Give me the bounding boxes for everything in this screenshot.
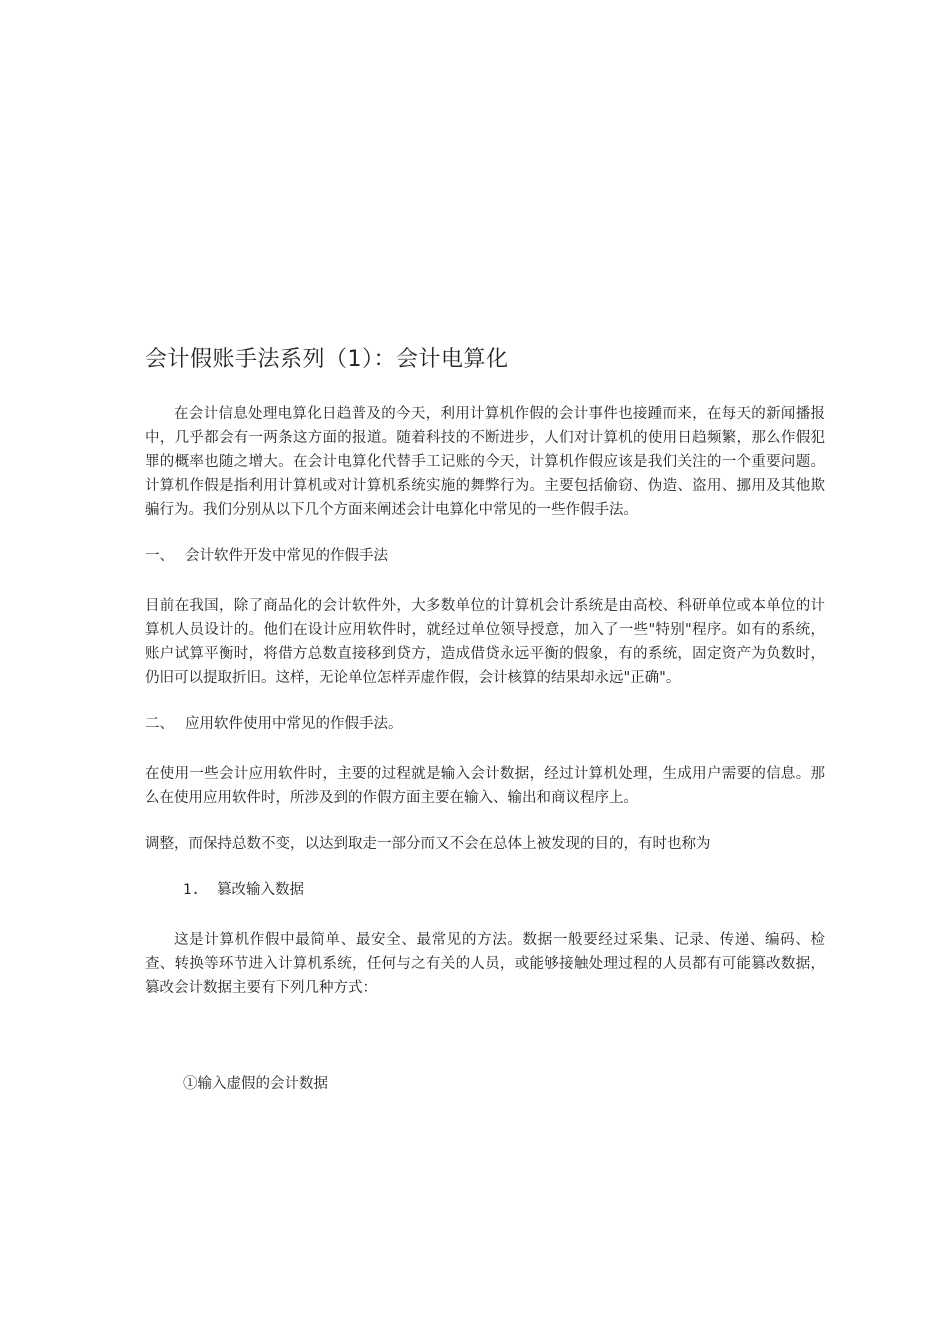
section-2-heading bbox=[145, 712, 825, 736]
subsection-1-heading bbox=[183, 878, 825, 902]
spacer bbox=[145, 856, 825, 878]
section-2-title: 应用软件使用中常见的作假手法。 bbox=[185, 716, 403, 732]
section-2-paragraph: 在使用一些会计应用软件时，主要的过程就是输入会计数据，经过计算机处理，生成用户需要的信息。那么在使用应用软件时，所涉及到的作假方面主要在输入、输出和商议程序上。 bbox=[145, 766, 825, 806]
document-content bbox=[145, 340, 825, 1096]
spacer bbox=[145, 810, 825, 832]
section-1-number: 一、 bbox=[145, 548, 174, 564]
section-1-title: 会计软件开发中常见的作假手法 bbox=[185, 548, 388, 564]
section-1-heading bbox=[145, 544, 825, 568]
section-2-note: 调整，而保持总数不变，以达到取走一部分而又不会在总体上被发现的目的，有时也称为 bbox=[145, 836, 711, 852]
spacer bbox=[145, 690, 825, 712]
intro-paragraph: 在会计信息处理电算化日趋普及的今天，利用计算机作假的会计事件也接踵而来，在每天的新闻播报中，几乎都会有一两条这方面的报道。随着科技的不断进步，人们对计算机的使用日趋频繁，那么作假犯罪的概率也随之增大。在会计电算化代替手工记账的今天，计算机作假应该是我们关注的一个重要问题。计算机作假是指利用计算机或对计算机系统实施的舞弊行为。主要包括偷窃、伪造、盗用、挪用及其他欺骗行为。我们分别从以下几个方面来阐述会计电算化中常见的一些作假手法。 bbox=[145, 406, 825, 518]
document-title: 会计假账手法系列（1）：会计电算化 bbox=[145, 347, 509, 372]
subsection-1-title: 篡改输入数据 bbox=[217, 882, 304, 898]
spacer bbox=[145, 522, 825, 544]
section-2-number: 二、 bbox=[145, 716, 174, 732]
subsection-1-number: 1. bbox=[183, 882, 200, 898]
subsection-1-paragraph: 这是计算机作假中最简单、最安全、最常见的方法。数据一般要经过采集、记录、传递、编码、检查、转换等环节进入计算机系统，任何与之有关的人员，或能够接触处理过程的人员都有可能篡改数据，篡改会计数据主要有下列几种方式： bbox=[145, 932, 825, 996]
spacer bbox=[145, 1000, 825, 1072]
list-item: ①输入虚假的会计数据 bbox=[183, 1076, 328, 1092]
spacer bbox=[145, 902, 825, 928]
spacer bbox=[145, 736, 825, 762]
section-1-paragraph: 目前在我国，除了商品化的会计软件外，大多数单位的计算机会计系统是由高校、科研单位或本单位的计算机人员设计的。他们在设计应用软件时，就经过单位领导授意，加入了一些"特别"程序。如有的系统，账户试算平衡时，将借方总数直接移到贷方，造成借贷永远平衡的假象，有的系统，固定资产为负数时，仍旧可以提取折旧。这样，无论单位怎样弄虚作假，会计核算的结果却永远"正确"。 bbox=[145, 598, 825, 686]
spacer bbox=[145, 568, 825, 594]
